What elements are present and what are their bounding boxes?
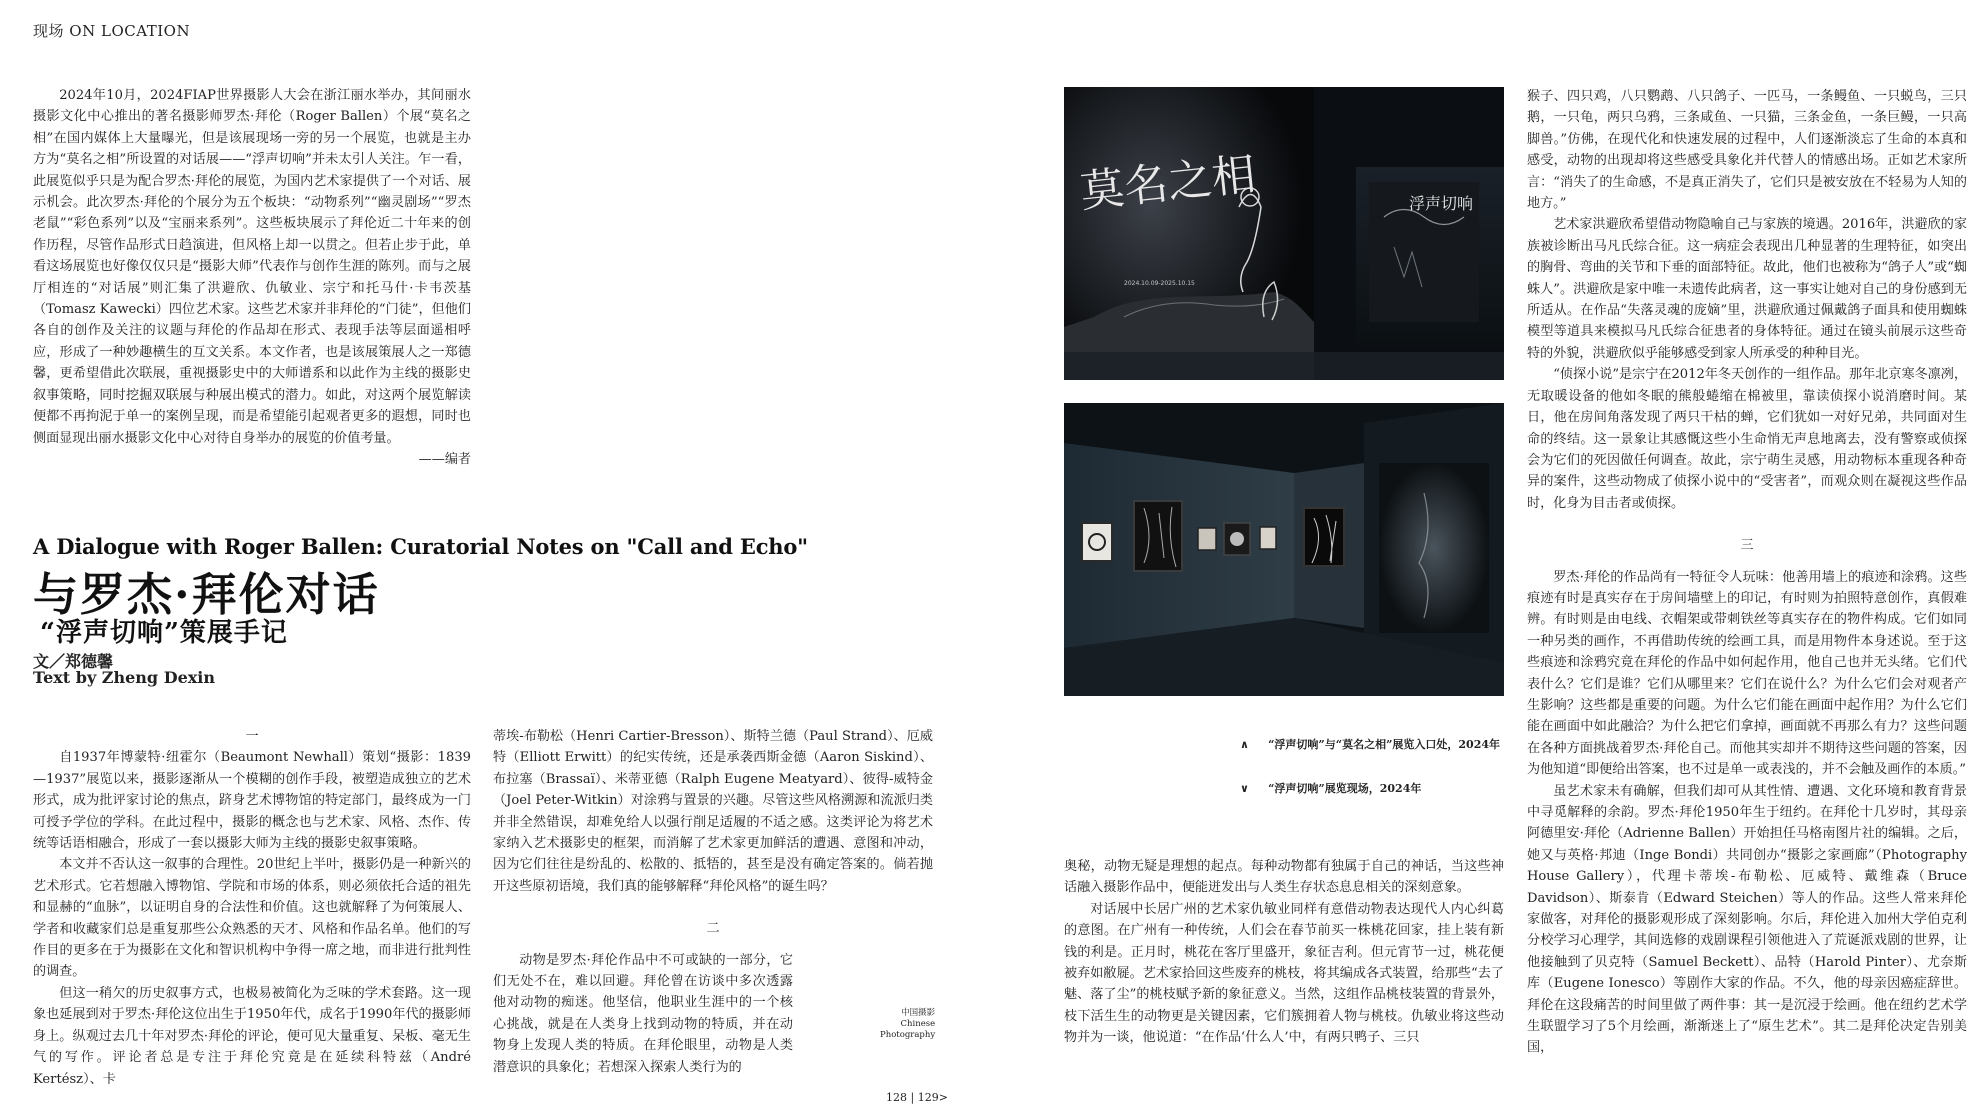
body-paragraph: 对话展中长居广州的艺术家仇敏业同样有意借动物表达现代人内心纠葛的意图。在广州有一种传统，人们会在春节前买一株桃花回家，挂上装有新钱的利是。正月时，桃花在客厅里盛开，象征吉利。但元宵节一过，桃花便被弃如敝屣。艺术家拾回这些废弃的桃枝，将其编成各式装置，给那些“去了魅、落了尘”的桃枝赋予新的象征意义。当然，这组作品桃枝装置的背景外，枝下活生生的动物更是关键因素，它们簇拥着人物与桃枝。仇敏业将这些动物并为一谈，他说道：“在作品‘什么人’中，有两只鸭子、三只 <box>1064 901 1504 1046</box>
magazine-logo-en-1: Chinese <box>900 1019 936 1029</box>
photo-caption-1 <box>1240 736 1500 752</box>
article-subtitle-cn: “浮声切响”策展手记 <box>40 618 288 648</box>
author-en: Text by Zheng Dexin <box>33 668 215 687</box>
body-paragraph: 动物是罗杰·拜伦作品中不可或缺的一部分，它们无处不在，难以回避。拜伦曾在访谈中多次透露他对动物的痴迷。他坚信，他职业生涯中的一个核心挑战，就是在人类身上找到动物的特质，并在动物身上发现人类的特质。在拜伦眼里，动物是人类潜意识的具象化；若想深入探索人类行为的 <box>493 952 793 1075</box>
body-paragraph: 蒂埃-布勒松（Henri Cartier-Bresson）、斯特兰德（Paul Strand）、厄威特（Elliott Erwitt）的纪实传统，还是承袭西斯金德（Aaron Siskind）、布拉塞（Brassaï）、米蒂亚德（Ralph Eugene Meatyard）、彼得-威特金（Joel Peter-Witkin）对涂鸦与置景的兴趣。尽管这些风格溯源和流派归类并非全然错误，却难免给人以强行削足适履的不适之感。这类评论为将艺术家纳入艺术摄影史的框架，而消解了艺术家更加鲜活的遭遇、意图和冲动，因为它们往往是纷乱的、松散的、抵牾的，甚至是没有确定答案的。倘若抛开这些原初语境，我们真的能够解释“拜伦风格”的诞生吗？ <box>493 729 933 894</box>
header-section-cn: 现场 <box>33 22 65 40</box>
page-numbers: 128 | 129> <box>886 1091 948 1104</box>
article-title-en: A Dialogue with Roger Ballen: Curatorial Notes on "Call and Echo" <box>33 534 808 559</box>
magazine-logo-en-2: Photography <box>880 1030 936 1040</box>
magazine-logo <box>880 1008 935 1041</box>
body-column-2 <box>493 726 936 1078</box>
body-column-3 <box>1064 856 1504 1049</box>
photo-exhibition-entrance <box>1064 87 1504 380</box>
section-number-2: 二 <box>706 921 720 937</box>
running-header <box>33 20 190 41</box>
intro-signature: ——编者 <box>418 451 471 467</box>
body-paragraph: 本文并不否认这一叙事的合理性。20世纪上半叶，摄影仍是一种新兴的艺术形式。它若想融入博物馆、学院和市场的体系，则必须依托合适的祖先和显赫的“血脉”，以证明自身的合法性和价值。这也就解释了为何策展人、学者和收藏家们总是重复那些公众熟悉的天才、风格和作品名单。他们的写作目的更多在于为摄影在文化和智识机构中争得一席之地，而非进行批判性的调查。 <box>33 857 471 980</box>
photo-date-text: 2024.10.09-2025.10.15 <box>1124 280 1195 287</box>
body-paragraph: 虽艺术家未有确解，但我们却可从其性情、遭遇、文化环境和教育背景中寻觅解释的余韵。罗杰·拜伦1950年生于纽约。在拜伦十几岁时，其母亲阿德里安·拜伦（Adrienne Ballen）开始担任马格南图片社的编辑。之后，她又与英格·邦迪（Inge Bondi）共同创办“摄影之家画廊”（Photography House Gallery），代理卡蒂埃-布勒松、厄威特、戴维森（Bruce Davidson）、斯泰肯（Edward Steichen）等人的作品。这些人常来拜伦家做客，对拜伦的摄影观形成了深刻影响。尔后，拜伦进入加州大学伯克利分校学习心理学，其间选修的戏剧课程引领他进入了荒诞派戏剧的世界，让他接触到了贝克特（Samuel Beckett）、品特（Harold Pinter）、尤奈斯库（Eugene Ionesco）等剧作大家的作品。不久，他的母亲因癌症辞世。拜伦在这段痛苦的时间里做了两件事：其一是沉浸于绘画。他在纽约艺术学生联盟学习了5个月绘画，渐渐迷上了“原生艺术”。其二是拜伦决定告别美国， <box>1527 783 1967 1056</box>
photo-title-calligraphy: 莫名之相 <box>1077 148 1259 218</box>
body-paragraph: 自1937年博蒙特·纽霍尔（Beaumont Newhall）策划“摄影：1839—1937”展览以来，摄影逐渐从一个模糊的创作手段，被塑造成独立的艺术形式，成为批评家讨论的焦点，跻身艺术博物馆的特定部门，最终成为一门可授予学位的学科。在此过程中，摄影的概念也与艺术家、风格、杰作、传统等话语相融合，形成了一套以摄影大师为主线的摄影史叙事策略。 <box>33 750 471 852</box>
body-column-1 <box>33 726 471 1090</box>
caption-up-arrow-icon: ∧ <box>1240 738 1249 751</box>
photo-hall-image <box>1064 403 1504 696</box>
photo-entrance-image <box>1064 87 1504 380</box>
photo-side-title: 浮声切响 <box>1409 194 1474 213</box>
caption-text-1: “浮声切响”与“莫名之相”展览入口处，2024年 <box>1268 738 1501 751</box>
caption-down-arrow-icon: ∨ <box>1240 782 1249 795</box>
body-paragraph: 奥秘，动物无疑是理想的起点。每种动物都有独属于自己的神话，当这些神话融入摄影作品中，便能迸发出与人类生存状态息息相关的深刻意象。 <box>1064 859 1504 896</box>
body-paragraph: “侦探小说”是宗宁在2012年冬天创作的一组作品。那年北京寒冬凛冽，无取暖设备的他如冬眠的熊般蜷缩在棉被里，靠读侦探小说消磨时间。某日，他在房间角落发现了两只干枯的蝉，它们犹如一对好兄弟，共同面对生命的终结。这一景象让其感慨这些小生命悄无声息地离去，没有警察或侦探会为它们的死因做任何调查。故此，宗宁萌生灵感，用动物标本重现各种奇异的案件，这些动物成了侦探小说中的“受害者”，而观众则在凝视这些作品时，化身为目击者或侦探。 <box>1527 367 1967 511</box>
magazine-logo-cn: 中国摄影 <box>901 1008 936 1018</box>
intro-paragraph: 2024年10月，2024FIAP世界摄影人大会在浙江丽水举办，其间丽水摄影文化中心推出的著名摄影师罗杰·拜伦（Roger Ballen）个展“莫名之相”在国内媒体上大量曝光，但是该展现场一旁的另一个展览，也就是主办方为“莫名之相”所设置的对话展——“浮声切响”并未太引人关注。乍一看，此展览似乎只是为配合罗杰·拜伦的展览，为国内艺术家提供了一个对话、展示机会。此次罗杰·拜伦的个展分为五个板块：“动物系列”“幽灵剧场”“罗杰老鼠”“彩色系列”以及“宝丽来系列”。这些板块展示了拜伦近二十年来的创作历程，尽管作品形式日趋演进，但风格上却一以贯之。但若止步于此，单看这场展览也好像仅仅只是“摄影大师”代表作与创作生涯的陈列。而与之展厅相连的“对话展”则汇集了洪避欣、仇敏业、宗宁和托马什·卡韦茨基（Tomasz Kawecki）四位艺术家。这些艺术家并非拜伦的“门徒”，但他们各自的创作及关注的议题与拜伦的作品却在形式、表现手法等层面遥相呼应，形成了一种妙趣横生的互文关系。本文作者，也是该展策展人之一郑德馨，更希望借此次联展，重视摄影史中的大师谱系和以此作为主线的摄影史叙事策略，同时挖掘双联展与种展出模式的潜力。如此，对这两个展览解读便都不再拘泥于单一的案例呈现，而是希望能引起观者更多的遐想，同时也侧面显现出丽水摄影文化中心对待自身举办的展览的价值考量。 <box>33 88 471 446</box>
body-paragraph: 罗杰·拜伦的作品尚有一特征令人玩味：他善用墙上的痕迹和涂鸦。这些痕迹有时是真实存在于房间墙壁上的印记，有时则为拍照特意创作，真假难辨。有时则是由电线、衣帽架或带刺铁丝等真实存在的物件构成。它们如同一种另类的画作，不再借助传统的绘画工具，而是用物件本身述说。至于这些痕迹和涂鸦究竟在拜伦的作品中如何起作用，他自己也并无头绪。它们代表什么？它们是谁？它们从哪里来？它们在说什么？为什么它们会对观者产生影响？这些都是重要的问题。为什么它们能在画面中起作用？为什么它们能在画面中如此融洽？为什么把它们拿掉，画面就不再那么有力？这些问题在各种方面挑战着罗杰·拜伦自己。而他其实却并不期待这些问题的答案，因为他知道“即便给出答案，也不过是单一或表浅的，并不会触及画作的本质。” <box>1527 569 1967 778</box>
header-section-en: ON LOCATION <box>69 22 191 40</box>
editor-intro <box>33 85 471 470</box>
body-paragraph: 猴子、四只鸡，八只鹦鹉、八只鸽子、一匹马，一条鳗鱼、一只蜕鸟，三只鹅，一只龟，两只乌鸦，三条咸鱼、一只猫，三条金鱼，一条巨鳗，一只高脚兽。”仿佛，在现代化和快速发展的过程中，人们逐渐淡忘了生命的本真和感受，动物的出现却将这些感受具象化并代替人的情感出场。正如艺术家所言：“消失了的生命感，不是真正消失了，它们只是被安放在不轻易为人知的地方。” <box>1527 89 1967 212</box>
photo-caption-2 <box>1240 780 1421 796</box>
section-number-1: 一 <box>245 729 259 744</box>
body-column-4 <box>1527 86 1967 1059</box>
body-paragraph: 但这一稍欠的历史叙事方式，也极易被简化为乏味的学术套路。这一现象也延展到对于罗杰·拜伦这位出生于1950年代，成名于1990年代的摄影师身上。纵观过去几十年对罗杰·拜伦的评论，便可见大量重复、呆板、毫无生气的写作。评论者总是专注于拜伦究竟是在延续科特兹（André Kertész）、卡 <box>33 985 471 1087</box>
body-paragraph: 艺术家洪避欣希望借动物隐喻自己与家族的境遇。2016年，洪避欣的家族被诊断出马凡氏综合征。这一病症会表现出几种显著的生理特征，如突出的胸骨、弯曲的关节和下垂的面部特征。故此，他们也被称为“鸽子人”或“蜘蛛人”。洪避欣是家中唯一未遗传此病者，这一事实让她对自己的身份感到无所适从。在作品“失落灵魂的庞嫡”里，洪避欣通过佩戴鸽子面具和使用蜘蛛模型等道具来模拟马凡氏综合征患者的身体特征。通过在镜头前展示这些奇特的外貌，洪避欣似乎能够感受到家人所承受的种种目光。 <box>1527 217 1967 361</box>
section-number-3: 三 <box>1740 538 1754 554</box>
caption-text-2: “浮声切响”展览现场，2024年 <box>1268 782 1422 795</box>
photo-exhibition-hall <box>1064 403 1504 696</box>
article-title-cn: 与罗杰·拜伦对话 <box>33 568 380 621</box>
author-cn: 文／郑德馨 <box>33 652 114 671</box>
